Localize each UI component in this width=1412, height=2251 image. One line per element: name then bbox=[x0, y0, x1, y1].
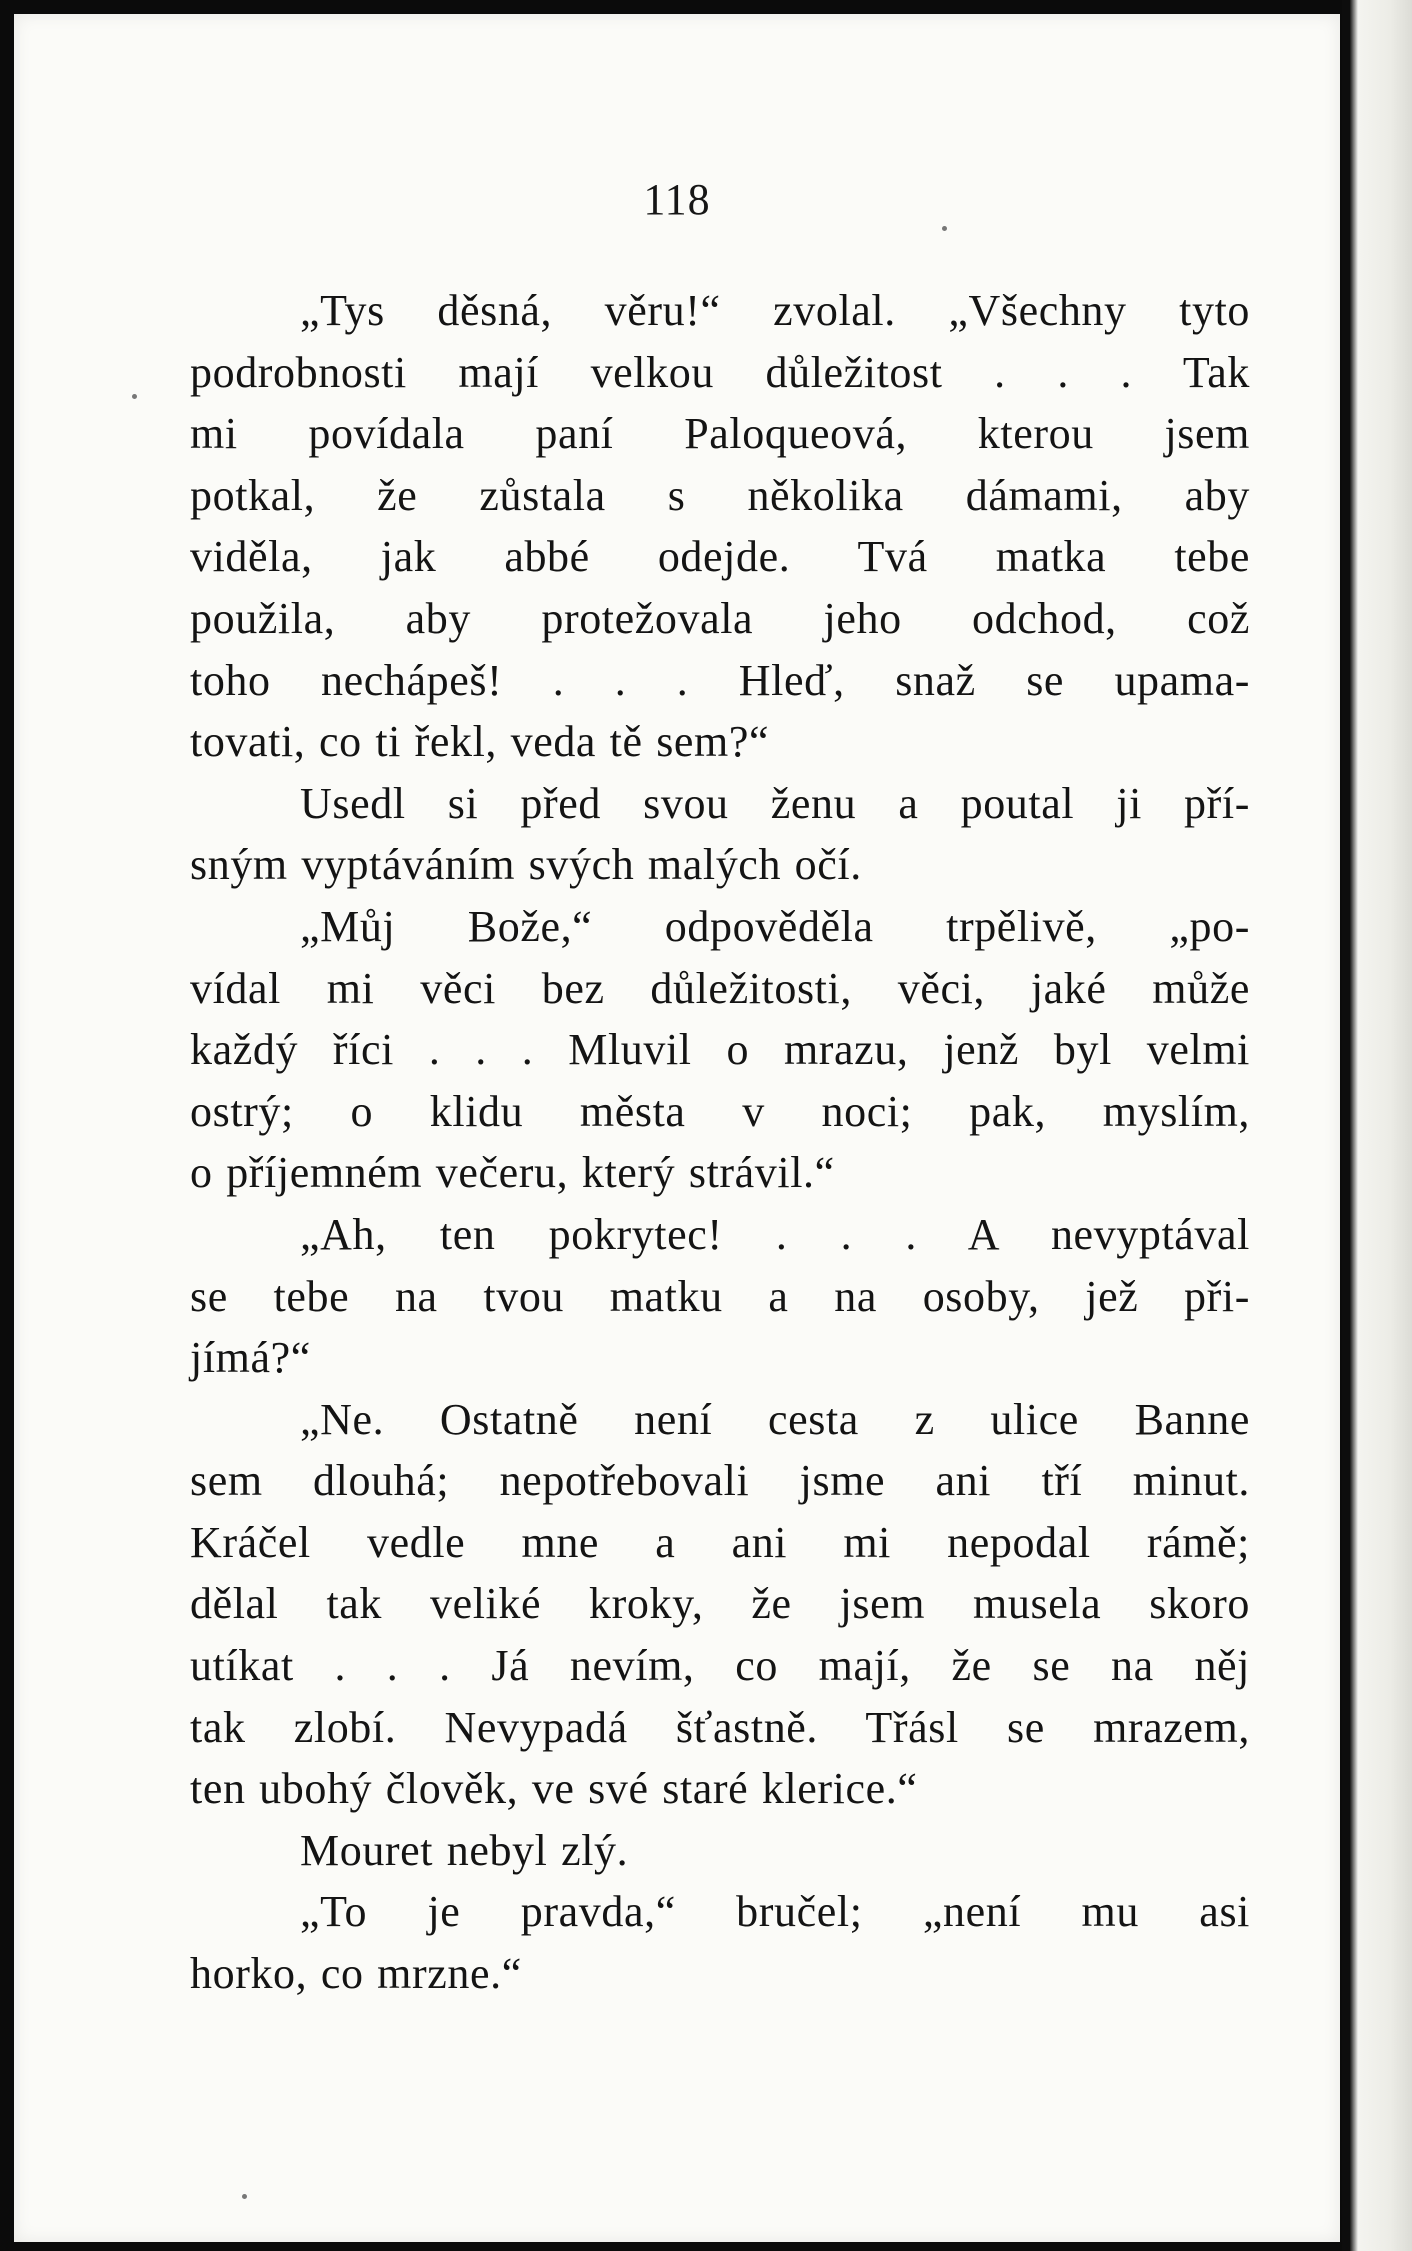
text-line: mi povídala paní Paloqueová, kterou jsem bbox=[190, 409, 1250, 459]
text-line: jímá?“ bbox=[190, 1333, 311, 1383]
paper-speck bbox=[942, 226, 947, 231]
page-body-text bbox=[190, 280, 1250, 2005]
text-line: se tebe na tvou matku a na osoby, jež při- bbox=[190, 1271, 1250, 1321]
text-line: Kráčel vedle mne a ani mi nepodal rámě; bbox=[190, 1517, 1250, 1567]
text-line: každý říci . . . Mluvil o mrazu, jenž byl velmi bbox=[190, 1025, 1250, 1075]
text-line: viděla, jak abbé odejde. Tvá matka tebe bbox=[190, 532, 1250, 582]
adjacent-page-edge bbox=[1350, 0, 1412, 2251]
paper-speck bbox=[132, 394, 137, 399]
text-line: ostrý; o klidu města v noci; pak, myslím, bbox=[190, 1086, 1250, 1136]
text-line: podrobnosti mají velkou důležitost . . . Tak bbox=[190, 347, 1250, 397]
text-line: dělal tak veliké kroky, že jsem musela skoro bbox=[190, 1579, 1250, 1629]
text-line: o příjemném večeru, který strávil.“ bbox=[190, 1148, 835, 1198]
text-line: tak zlobí. Nevypadá šťastně. Třásl se mrazem, bbox=[190, 1702, 1250, 1752]
page-number: 118 bbox=[643, 175, 711, 224]
text-line: tovati, co ti řekl, veda tě sem?“ bbox=[190, 717, 770, 767]
text-line: „To je pravda,“ bručel; „není mu asi bbox=[300, 1887, 1250, 1937]
text-line: „Ne. Ostatně není cesta z ulice Banne bbox=[300, 1394, 1250, 1444]
text-line: toho nechápeš! . . . Hleď, snaž se upama- bbox=[190, 655, 1250, 705]
text-line: použila, aby protežovala jeho odchod, což bbox=[190, 593, 1250, 643]
paper-speck bbox=[242, 2194, 247, 2199]
text-line: „Ah, ten pokrytec! . . . A nevyptával bbox=[300, 1209, 1250, 1259]
text-line: utíkat . . . Já nevím, co mají, že se na něj bbox=[190, 1641, 1250, 1691]
book-page bbox=[14, 14, 1340, 2242]
text-line: Usedl si před svou ženu a poutal ji pří- bbox=[300, 778, 1250, 828]
text-line: horko, co mrzne.“ bbox=[190, 1949, 522, 1999]
text-line: sným vyptáváním svých malých očí. bbox=[190, 840, 862, 890]
text-line: Mouret nebyl zlý. bbox=[300, 1825, 629, 1875]
text-line: sem dlouhá; nepotřebovali jsme ani tří minut. bbox=[190, 1456, 1250, 1506]
text-line: „Můj Bože,“ odpověděla trpělivě, „po- bbox=[300, 901, 1250, 951]
text-line: potkal, že zůstala s několika dámami, aby bbox=[190, 470, 1250, 520]
text-line: ten ubohý člověk, ve své staré klerice.“ bbox=[190, 1764, 918, 1814]
text-line: „Tys děsná, věru!“ zvolal. „Všechny tyto bbox=[300, 286, 1250, 335]
text-line: vídal mi věci bez důležitosti, věci, jaké může bbox=[190, 963, 1250, 1013]
